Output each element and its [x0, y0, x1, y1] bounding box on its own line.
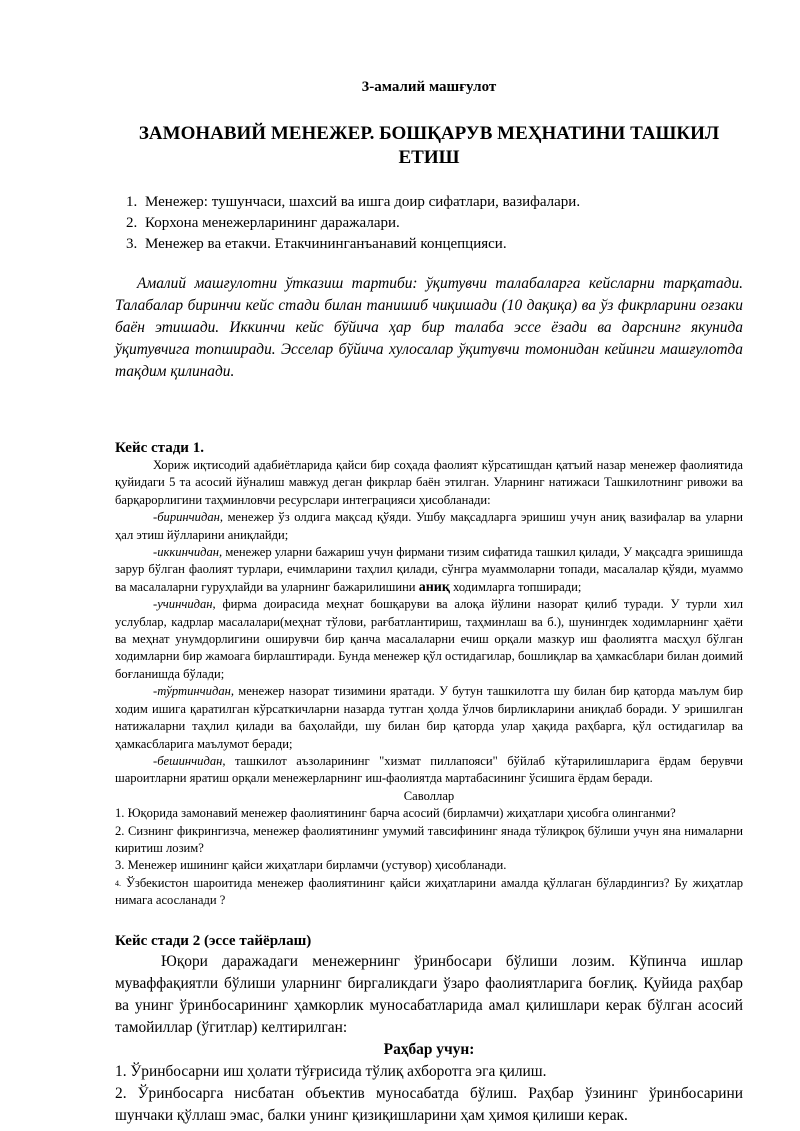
- question-text: Ўзбекистон шароитида менежер фаолиятининг қайси жиҳатларини амалда қўллаган бўлардингиз? Бу жиҳатлар нимага асосланади ?: [115, 875, 743, 908]
- point-label: -учинчидан,: [153, 597, 216, 612]
- case-1-point: [115, 509, 743, 544]
- case-1-point: [115, 683, 743, 753]
- case-1-lead: Хориж иқтисодий адабиётларида қайси бир соҳада фаолият кўрсатишдан қатъий назар менежер фаолиятида қуйидаги 5 та асосий йўналиш мавжуд деган фикрлар баён этилган. Уларнинг натижаси Ташкилотнинг ривожи ва барқарорлигини таҳминловчи ресурслари интеграцияси ҳисобланади:: [115, 458, 743, 507]
- document-page: [115, 70, 743, 1127]
- questions-heading: Саволлар: [403, 788, 455, 803]
- point-label: -бешинчидан,: [153, 753, 226, 768]
- point-label: -биринчидан,: [153, 510, 224, 525]
- procedure-paragraph: Амалий машғулотни ўтказиш тартиби: ўқитувчи талабаларга кейсларни тарқатади. Талабалар биринчи кейс стади билан танишиб чиқишади (10 дақиқа) ва ўз фикрларини оғзаки баён этишади. Иккинчи кейс бўйича ҳар бир талаба эссе ёзади ва дарснинг якунида ўқитувчига топширади. Эсселар бўйича хулосалар ўқитувчи томонидан кейинги машғулотда тақдим қилинади.: [115, 275, 743, 380]
- topic-item: 2. Корхона менежерларининг даражалари.: [141, 213, 743, 234]
- question-item: [115, 875, 743, 910]
- case-study-1: [115, 439, 743, 910]
- point-label: -тўртинчидан,: [153, 684, 235, 699]
- point-emphasis: аниқ: [418, 579, 450, 595]
- question-number: 4.: [115, 878, 121, 888]
- case-2-heading: Кейс стади 2 (эссе тайёрлаш): [115, 932, 312, 949]
- point-text: ташкилот аъзоларининг "хизмат пиллапояси" бўйлаб кўтарилишларига ёрдам берувчи шароитларни яратиш орқали менежерларнинг иш-фаолиятда мартабасининг ўсишига ёрдам беради.: [115, 753, 743, 786]
- point-text: менежер назорат тизимини яратади. У бутун ташкилотга шу билан бир қаторда маълум бир ходим ишига қаратилган кўрсаткичларни назарда тутган ҳолда ўлчов бирликларини аниқлаб боради. У эришилган натижаларни таҳлил қилади ва баҳолайди, шу билан бир қаторда улар ҳақида раҳбарга, қўл остидагилар ва ҳамкасбларига маълумот беради;: [115, 684, 743, 751]
- question-item: 1. Юқорида замонавий менежер фаолиятининг барча асосий (бирламчи) жиҳатлари ҳисобга олинганми?: [115, 806, 676, 821]
- topic-item: 3. Менежер ва етакчи. Етакчининганъанавий концепцияси.: [141, 234, 743, 255]
- exercise-label: 3-амалий машғулот: [361, 79, 497, 95]
- document-title: ЗАМОНАВИЙ МЕНЕЖЕР. БОШҚАРУВ МЕҲНАТИНИ ТАШКИЛ ЕТИШ: [138, 123, 720, 168]
- case-1-point: [115, 596, 743, 683]
- case-1-point: [115, 544, 743, 596]
- point-text: менежер уларни бажариш учун фирмани тизим сифатида ташкил қилади, У мақсадга эришишда зарур бўлган фаолият турлари, ечимларини таҳлил қилади, сўнгра муаммоларни топади, масалалар қўяди, муаммо ва масалаларни гуруҳлайди ва уларнинг бажарилишини: [115, 545, 743, 594]
- topic-item: 1. Менежер: тушунчаси, шахсий ва ишга доир сифатлари, вазифалари.: [141, 192, 743, 213]
- case-2-lead: Юқори даражадаги менежернинг ўринбосари бўлиши лозим. Кўпинча ишлар муваффақиятли бўлиши уларнинг биргаликдаги ўзаро фаолиятларига боғлиқ. Қуйида раҳбар ва унинг ўринбосарининг ҳамкорлик муносабатларида амал қилишлари керак бўлган асосий тамойиллар (ўгитлар) келтирилган:: [115, 952, 743, 1036]
- case-study-2: [115, 931, 743, 1127]
- point-text: ходимларга топширади;: [449, 579, 582, 594]
- question-item: 3. Менежер ишининг қайси жиҳатлари бирламчи (устувор) ҳисобланади.: [115, 858, 507, 873]
- question-item: 2. Сизнинг фикрингизча, менежер фаолиятининг умумий тавсифининг янада тўлиқроқ бўлиши учун яна нималарни киритиш лозим?: [115, 823, 743, 855]
- principle-item: 1. Ўринбосарни иш ҳолати тўғрисида тўлиқ ахборотга эга қилиш.: [115, 1062, 547, 1080]
- point-text: фирма доирасида меҳнат бошқаруви ва алоқа йўлини назорат қилиб туради. У турли хил услублар, кадрлар масалалари(меҳнат тўлови, рағбатлантириш, таҳминлаш ва б.), шунингдек ходимларнинг ҳаёти ва меҳнат унумдорлигини оширувчи бир қанча масалаларни ечиш орқали мазкур иш фаолиятга масҳул бўлган ходимларни бир жамоага бирлаштиради. Бунда менежер қўл остидагилар, бошлиқлар ва ҳамкасблари билан доимий боғланишда бўлади;: [115, 597, 743, 681]
- point-text: менежер ўз олдига мақсад қўяди. Ушбу мақсадларга эришиш учун аниқ вазифалар ва уларни ҳал этиш йўлларини аниқлайди;: [115, 510, 743, 542]
- case-1-heading: Кейс стади 1.: [115, 440, 204, 456]
- topics-list: [115, 192, 743, 255]
- case-1-point: [115, 753, 743, 788]
- point-label: -иккинчидан,: [153, 545, 223, 560]
- principle-item: 2. Ўринбосарга нисбатан объектив муносабатда бўлиш. Раҳбар ўзининг ўринбосарини шунчаки қўллаш эмас, балки унинг қизиқишларини ҳам ҳимоя қилиши керак.: [115, 1084, 743, 1124]
- leader-subheading: Раҳбар учун:: [383, 1040, 475, 1058]
